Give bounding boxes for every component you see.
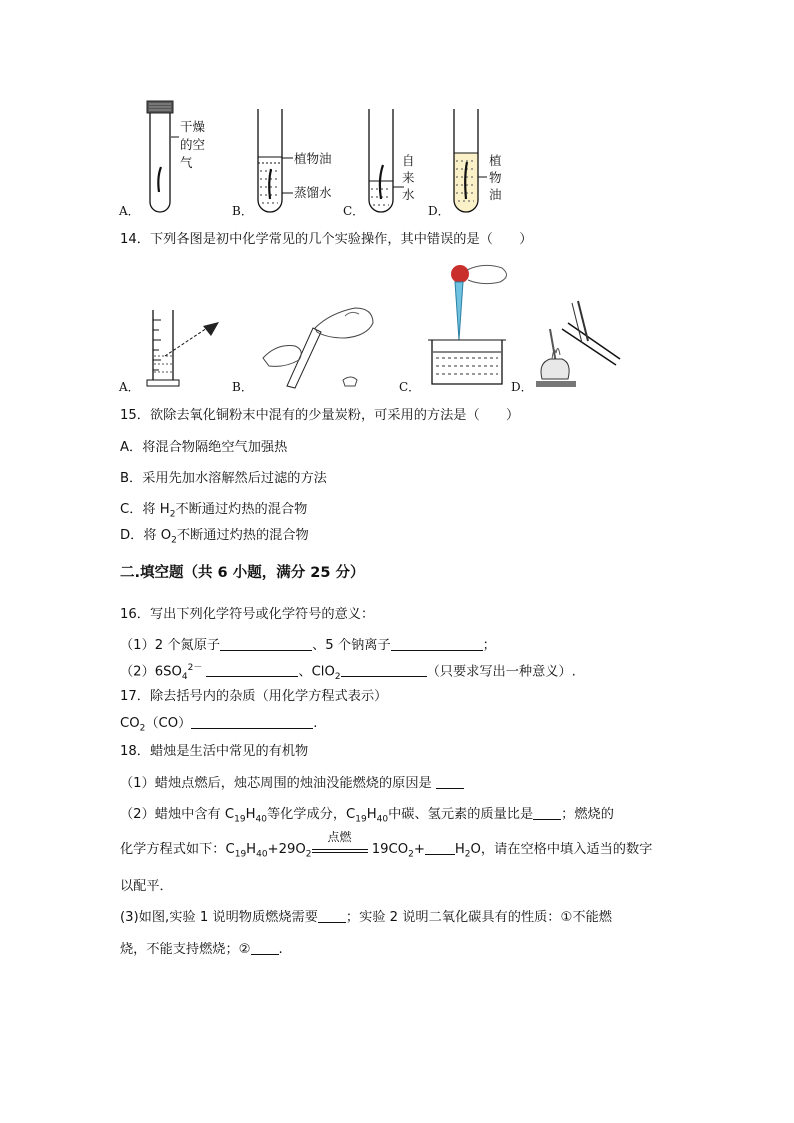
q15-option-c: C．将 $H_2$不断通过灼热的混合物 <box>120 502 308 520</box>
answer-blank[interactable] <box>220 636 312 651</box>
q14-letter-d: D． <box>511 380 533 394</box>
q17-answer-line: $CO_2(CO)$ . <box>120 716 318 734</box>
answer-blank[interactable] <box>206 662 298 677</box>
reaction-arrow: 点燃 <box>312 846 368 853</box>
dropper-into-beaker-image <box>422 262 522 392</box>
q18-line-1: （1）蜡烛点燃后，烛芯周围的烛油没能燃烧的原因是 <box>120 772 464 791</box>
q14-stem: 14．下列各图是初中化学常见的几个实验操作，其中错误的是（ ） <box>120 232 533 247</box>
q16-line-1: （1）2 个氮原子 、5 个钠离子 ； <box>120 638 496 653</box>
tube-a-label: 干燥 的空 气 <box>180 119 206 170</box>
graduated-cylinder-image <box>145 300 235 390</box>
q14-letter-b: B． <box>232 380 253 394</box>
answer-blank[interactable] <box>533 805 561 820</box>
q18-stem: 18．蜡烛是生活中常见的有机物 <box>120 744 309 759</box>
section-title: 二.填空题（共 6 小题，满分 25 分） <box>120 565 365 581</box>
q14-letter-c: C． <box>399 380 421 394</box>
q16-line-2: $(2)6SO_4^{2-}$ 、ClO$_2$ （只要求写出一种意义）. <box>120 663 576 683</box>
answer-blank[interactable] <box>391 636 483 651</box>
option-letter-c: C． <box>343 204 365 218</box>
answer-blank[interactable] <box>318 908 346 923</box>
option-letter-d: D． <box>428 204 450 218</box>
option-letter-b: B． <box>232 204 253 218</box>
q15-option-a: A．将混合物隔绝空气加强热 <box>120 440 288 455</box>
q18-line-6: 烧，不能支持燃烧；② . <box>120 942 283 957</box>
option-letter-a: A． <box>119 204 140 218</box>
q15-option-d: D．将 $O_2$不断通过灼热的混合物 <box>120 528 309 546</box>
q18-equation-line: 化学方程式如下：$C_{19}H_{40}+29O_2$ 点燃 $19CO_2+ H_2O$，请在空格中填入适当的数字 <box>120 830 653 860</box>
heating-test-tube-image <box>532 293 632 393</box>
test-tube-b-image <box>255 107 295 217</box>
q14-letter-a: A． <box>119 380 140 394</box>
q15-option-b: B．采用先加水溶解然后过滤的方法 <box>120 471 327 486</box>
answer-blank[interactable] <box>341 662 427 677</box>
test-tube-a-image <box>145 97 185 217</box>
tube-b-label-oil: 植物油 <box>294 151 332 166</box>
test-tube-d-image <box>451 107 491 217</box>
q15-stem: 15．欲除去氧化铜粉末中混有的少量炭粉，可采用的方法是（ ） <box>120 408 520 423</box>
tube-b-label-water: 蒸馏水 <box>294 185 332 200</box>
q18-line-2: （2）蜡烛中含有 $C_{19}H_{40}$等化学成分，$C_{19}H_{40}$中碳、氢元素的质量比是 ；燃烧的 <box>120 807 614 825</box>
tube-d-label: 植 物 油 <box>489 153 502 202</box>
tube-c-label: 自 来 水 <box>402 153 415 202</box>
q18-line-4: 以配平． <box>120 879 173 894</box>
q18-line-5: (3)如图,实验 1 说明物质燃烧需要 ；实验 2 说明二氧化碳具有的性质：①不能燃 <box>120 910 612 925</box>
pouring-solid-image <box>255 288 385 393</box>
q16-stem: 16．写出下列化学符号或化学符号的意义： <box>120 607 375 622</box>
answer-blank[interactable] <box>425 840 455 855</box>
answer-blank[interactable] <box>436 774 464 789</box>
answer-blank[interactable] <box>251 940 279 955</box>
answer-blank[interactable] <box>191 714 313 729</box>
q17-stem: 17．除去括号内的杂质（用化学方程式表示） <box>120 689 388 704</box>
test-tube-c-image <box>366 107 406 217</box>
